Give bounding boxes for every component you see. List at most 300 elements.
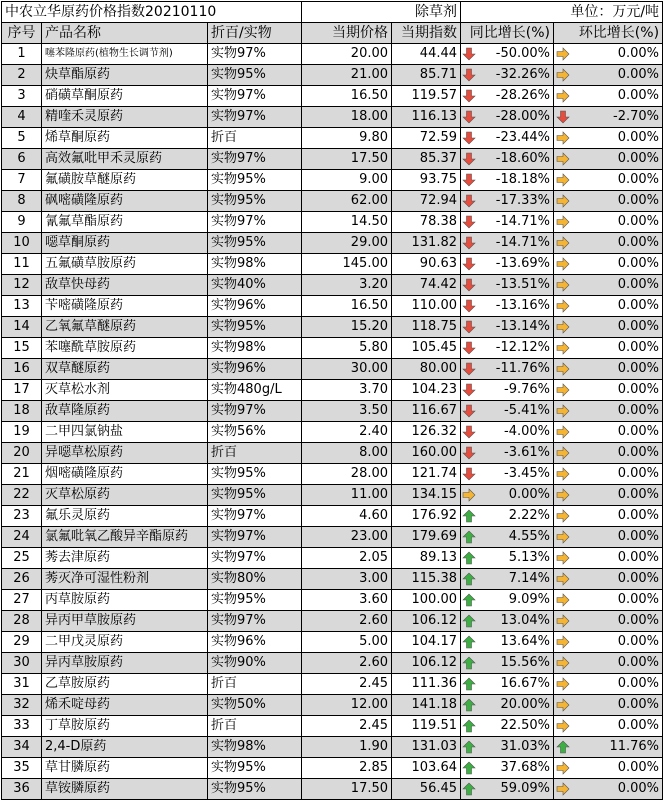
row-mom: 0.00%	[572, 44, 663, 65]
row-spec: 实物96%	[208, 632, 302, 653]
row-index: 89.13	[392, 548, 461, 569]
row-yoy: -13.51%	[478, 275, 554, 296]
table-row	[2, 275, 663, 296]
price-index-table	[1, 1, 663, 800]
arrow-down-icon	[461, 107, 478, 128]
row-spec: 实物80%	[208, 569, 302, 590]
arrow-up-icon	[461, 737, 478, 758]
arrow-right-icon	[554, 716, 572, 737]
row-price: 2.85	[302, 758, 392, 779]
arrow-down-icon	[461, 275, 478, 296]
arrow-right-icon	[554, 443, 572, 464]
row-spec: 实物96%	[208, 359, 302, 380]
table-row	[2, 359, 663, 380]
arrow-right-icon	[554, 653, 572, 674]
row-index: 141.18	[392, 695, 461, 716]
row-mom: 0.00%	[572, 233, 663, 254]
row-price: 3.00	[302, 569, 392, 590]
arrow-down-icon	[461, 401, 478, 422]
row-no: 36	[2, 779, 42, 800]
row-mom: 0.00%	[572, 716, 663, 737]
arrow-up-icon	[461, 632, 478, 653]
row-no: 22	[2, 485, 42, 506]
row-product-name: 灭草松原药	[42, 485, 208, 506]
row-product-name: 二甲四氯钠盐	[42, 422, 208, 443]
row-mom: 0.00%	[572, 212, 663, 233]
arrow-down-icon	[461, 170, 478, 191]
table-row	[2, 254, 663, 275]
row-mom: 0.00%	[572, 527, 663, 548]
header-no: 序号	[2, 23, 42, 44]
arrow-up-icon	[461, 695, 478, 716]
arrow-down-icon	[461, 65, 478, 86]
row-spec: 实物90%	[208, 653, 302, 674]
table-row	[2, 758, 663, 779]
row-product-name: 砜嘧磺隆原药	[42, 191, 208, 212]
row-no: 16	[2, 359, 42, 380]
row-yoy: -9.76%	[478, 380, 554, 401]
arrow-up-icon	[461, 779, 478, 800]
row-price: 28.00	[302, 464, 392, 485]
row-mom: 0.00%	[572, 170, 663, 191]
row-product-name: 氰氟草酯原药	[42, 212, 208, 233]
row-index: 116.13	[392, 107, 461, 128]
row-yoy: -12.12%	[478, 338, 554, 359]
row-price: 12.00	[302, 695, 392, 716]
header-index: 当期指数	[392, 23, 461, 44]
row-no: 8	[2, 191, 42, 212]
table-row	[2, 233, 663, 254]
row-price: 3.20	[302, 275, 392, 296]
row-mom: 0.00%	[572, 254, 663, 275]
row-index: 106.12	[392, 611, 461, 632]
unit-label: 单位：万元/吨	[461, 2, 663, 23]
row-no: 18	[2, 401, 42, 422]
row-price: 14.50	[302, 212, 392, 233]
row-yoy: 7.14%	[478, 569, 554, 590]
row-spec: 实物97%	[208, 527, 302, 548]
row-price: 17.50	[302, 149, 392, 170]
row-no: 33	[2, 716, 42, 737]
table-row	[2, 191, 663, 212]
row-product-name: 氟乐灵原药	[42, 506, 208, 527]
table-row	[2, 86, 663, 107]
row-index: 126.32	[392, 422, 461, 443]
row-no: 30	[2, 653, 42, 674]
table-row	[2, 779, 663, 800]
row-spec: 实物95%	[208, 464, 302, 485]
arrow-down-icon	[461, 317, 478, 338]
table-row	[2, 443, 663, 464]
row-mom: 0.00%	[572, 779, 663, 800]
arrow-up-icon	[554, 737, 572, 758]
table-row	[2, 611, 663, 632]
row-price: 2.45	[302, 716, 392, 737]
row-price: 2.60	[302, 611, 392, 632]
row-mom: 0.00%	[572, 296, 663, 317]
arrow-down-icon	[461, 380, 478, 401]
arrow-right-icon	[554, 569, 572, 590]
row-mom: 0.00%	[572, 758, 663, 779]
row-yoy: -17.33%	[478, 191, 554, 212]
arrow-down-icon	[461, 191, 478, 212]
row-mom: 0.00%	[572, 674, 663, 695]
row-no: 2	[2, 65, 42, 86]
row-price: 62.00	[302, 191, 392, 212]
arrow-right-icon	[554, 401, 572, 422]
arrow-right-icon	[554, 695, 572, 716]
row-index: 90.63	[392, 254, 461, 275]
arrow-up-icon	[461, 590, 478, 611]
table-row	[2, 380, 663, 401]
header-yoy: 同比增长(%)	[461, 23, 554, 44]
arrow-up-icon	[461, 548, 478, 569]
row-mom: 0.00%	[572, 548, 663, 569]
row-no: 10	[2, 233, 42, 254]
row-index: 111.36	[392, 674, 461, 695]
row-yoy: -3.45%	[478, 464, 554, 485]
table-row	[2, 506, 663, 527]
row-price: 2.45	[302, 674, 392, 695]
row-no: 35	[2, 758, 42, 779]
arrow-right-icon	[554, 527, 572, 548]
row-mom: 0.00%	[572, 569, 663, 590]
row-mom: 0.00%	[572, 338, 663, 359]
row-yoy: 2.22%	[478, 506, 554, 527]
row-price: 30.00	[302, 359, 392, 380]
row-spec: 实物95%	[208, 779, 302, 800]
arrow-right-icon	[554, 212, 572, 233]
row-price: 5.00	[302, 632, 392, 653]
arrow-right-icon	[554, 128, 572, 149]
row-index: 176.92	[392, 506, 461, 527]
row-product-name: 双草醚原药	[42, 359, 208, 380]
row-price: 1.90	[302, 737, 392, 758]
row-mom: -2.70%	[572, 107, 663, 128]
row-spec: 实物95%	[208, 233, 302, 254]
row-yoy: 31.03%	[478, 737, 554, 758]
row-mom: 0.00%	[572, 149, 663, 170]
row-yoy: 16.67%	[478, 674, 554, 695]
row-yoy: -18.18%	[478, 170, 554, 191]
row-no: 20	[2, 443, 42, 464]
row-mom: 0.00%	[572, 422, 663, 443]
arrow-right-icon	[554, 275, 572, 296]
row-yoy: 9.09%	[478, 590, 554, 611]
row-index: 116.67	[392, 401, 461, 422]
row-product-name: 莠去津原药	[42, 548, 208, 569]
row-index: 118.75	[392, 317, 461, 338]
row-no: 19	[2, 422, 42, 443]
category-label: 除草剂	[302, 2, 461, 23]
row-index: 121.74	[392, 464, 461, 485]
arrow-right-icon	[554, 65, 572, 86]
row-no: 31	[2, 674, 42, 695]
row-no: 23	[2, 506, 42, 527]
row-mom: 0.00%	[572, 65, 663, 86]
row-spec: 实物97%	[208, 401, 302, 422]
row-product-name: 氯氟吡氧乙酸异辛酯原药	[42, 527, 208, 548]
row-yoy: -23.44%	[478, 128, 554, 149]
row-index: 80.00	[392, 359, 461, 380]
row-spec: 实物97%	[208, 506, 302, 527]
arrow-down-icon	[461, 296, 478, 317]
row-price: 16.50	[302, 296, 392, 317]
arrow-down-icon	[461, 149, 478, 170]
row-price: 2.40	[302, 422, 392, 443]
row-product-name: 灭草松水剂	[42, 380, 208, 401]
row-yoy: 59.09%	[478, 779, 554, 800]
row-no: 6	[2, 149, 42, 170]
row-index: 74.42	[392, 275, 461, 296]
header-row	[2, 23, 663, 44]
arrow-right-icon	[554, 779, 572, 800]
row-index: 85.71	[392, 65, 461, 86]
row-mom: 0.00%	[572, 611, 663, 632]
row-product-name: 草铵膦原药	[42, 779, 208, 800]
row-no: 34	[2, 737, 42, 758]
row-yoy: 0.00%	[478, 485, 554, 506]
row-index: 110.00	[392, 296, 461, 317]
row-yoy: -14.71%	[478, 212, 554, 233]
arrow-up-icon	[461, 674, 478, 695]
row-no: 27	[2, 590, 42, 611]
row-spec: 实物98%	[208, 737, 302, 758]
row-index: 134.15	[392, 485, 461, 506]
row-no: 5	[2, 128, 42, 149]
arrow-up-icon	[461, 569, 478, 590]
row-mom: 11.76%	[572, 737, 663, 758]
row-no: 25	[2, 548, 42, 569]
row-yoy: -13.16%	[478, 296, 554, 317]
table-row	[2, 296, 663, 317]
row-index: 78.38	[392, 212, 461, 233]
row-spec: 实物95%	[208, 170, 302, 191]
row-product-name: 异丙草胺原药	[42, 653, 208, 674]
row-price: 2.60	[302, 653, 392, 674]
row-yoy: -18.60%	[478, 149, 554, 170]
header-spec: 折百/实物	[208, 23, 302, 44]
row-index: 85.37	[392, 149, 461, 170]
row-spec: 实物98%	[208, 254, 302, 275]
arrow-right-icon	[554, 233, 572, 254]
row-product-name: 苄嘧磺隆原药	[42, 296, 208, 317]
row-product-name: 烟嘧磺隆原药	[42, 464, 208, 485]
row-price: 16.50	[302, 86, 392, 107]
row-product-name: 异丙甲草胺原药	[42, 611, 208, 632]
row-yoy: -32.26%	[478, 65, 554, 86]
row-index: 56.45	[392, 779, 461, 800]
arrow-down-icon	[461, 443, 478, 464]
row-no: 21	[2, 464, 42, 485]
row-yoy: -3.61%	[478, 443, 554, 464]
row-index: 72.94	[392, 191, 461, 212]
row-no: 13	[2, 296, 42, 317]
table-row	[2, 422, 663, 443]
table-row	[2, 464, 663, 485]
row-mom: 0.00%	[572, 317, 663, 338]
row-product-name: 五氟磺草胺原药	[42, 254, 208, 275]
row-spec: 折百	[208, 128, 302, 149]
row-price: 2.05	[302, 548, 392, 569]
arrow-right-icon	[554, 338, 572, 359]
row-index: 104.17	[392, 632, 461, 653]
row-yoy: -5.41%	[478, 401, 554, 422]
row-product-name: 丙草胺原药	[42, 590, 208, 611]
row-spec: 实物56%	[208, 422, 302, 443]
row-yoy: -14.71%	[478, 233, 554, 254]
arrow-down-icon	[461, 44, 478, 65]
row-yoy: 15.56%	[478, 653, 554, 674]
arrow-right-icon	[554, 632, 572, 653]
table-row	[2, 632, 663, 653]
row-product-name: 异噁草松原药	[42, 443, 208, 464]
row-price: 29.00	[302, 233, 392, 254]
row-spec: 实物95%	[208, 65, 302, 86]
arrow-right-icon	[554, 86, 572, 107]
arrow-right-icon	[554, 611, 572, 632]
row-mom: 0.00%	[572, 128, 663, 149]
row-no: 11	[2, 254, 42, 275]
row-price: 145.00	[302, 254, 392, 275]
row-index: 179.69	[392, 527, 461, 548]
header-price: 当期价格	[302, 23, 392, 44]
row-index: 131.82	[392, 233, 461, 254]
row-price: 4.60	[302, 506, 392, 527]
header-mom: 环比增长(%)	[554, 23, 663, 44]
arrow-up-icon	[461, 653, 478, 674]
row-index: 44.44	[392, 44, 461, 65]
row-no: 32	[2, 695, 42, 716]
row-spec: 实物97%	[208, 212, 302, 233]
table-row	[2, 527, 663, 548]
row-index: 105.45	[392, 338, 461, 359]
row-product-name: 敌草快母药	[42, 275, 208, 296]
arrow-up-icon	[461, 716, 478, 737]
arrow-right-icon	[554, 359, 572, 380]
arrow-right-icon	[554, 422, 572, 443]
row-no: 15	[2, 338, 42, 359]
row-index: 104.23	[392, 380, 461, 401]
arrow-down-icon	[461, 233, 478, 254]
header-name: 产品名称	[42, 23, 208, 44]
row-spec: 实物50%	[208, 695, 302, 716]
arrow-down-icon	[461, 359, 478, 380]
row-index: 131.03	[392, 737, 461, 758]
row-mom: 0.00%	[572, 359, 663, 380]
row-price: 18.00	[302, 107, 392, 128]
row-mom: 0.00%	[572, 506, 663, 527]
table-title: 中农立华原药价格指数20210110	[2, 2, 302, 23]
row-mom: 0.00%	[572, 380, 663, 401]
row-product-name: 莠灭净可湿性粉剂	[42, 569, 208, 590]
row-product-name: 硝磺草酮原药	[42, 86, 208, 107]
row-spec: 实物97%	[208, 548, 302, 569]
row-spec: 实物97%	[208, 107, 302, 128]
row-product-name: 敌草隆原药	[42, 401, 208, 422]
row-mom: 0.00%	[572, 464, 663, 485]
row-yoy: 4.55%	[478, 527, 554, 548]
row-price: 8.00	[302, 443, 392, 464]
arrow-down-icon	[554, 107, 572, 128]
table-row	[2, 128, 663, 149]
row-yoy: -13.69%	[478, 254, 554, 275]
row-product-name: 苯噻酰草胺原药	[42, 338, 208, 359]
table-row	[2, 107, 663, 128]
row-index: 103.64	[392, 758, 461, 779]
row-spec: 实物480g/L	[208, 380, 302, 401]
arrow-right-icon	[554, 506, 572, 527]
row-index: 72.59	[392, 128, 461, 149]
row-index: 100.00	[392, 590, 461, 611]
row-product-name: 精喹禾灵原药	[42, 107, 208, 128]
row-no: 14	[2, 317, 42, 338]
row-spec: 实物95%	[208, 191, 302, 212]
table-row	[2, 401, 663, 422]
row-mom: 0.00%	[572, 695, 663, 716]
arrow-right-icon	[554, 296, 572, 317]
table-row	[2, 548, 663, 569]
arrow-down-icon	[461, 422, 478, 443]
row-price: 9.80	[302, 128, 392, 149]
row-mom: 0.00%	[572, 653, 663, 674]
arrow-right-icon	[554, 149, 572, 170]
row-mom: 0.00%	[572, 86, 663, 107]
row-product-name: 二甲戊灵原药	[42, 632, 208, 653]
row-spec: 实物97%	[208, 44, 302, 65]
row-yoy: -11.76%	[478, 359, 554, 380]
row-product-name: 2,4-D原药	[42, 737, 208, 758]
row-mom: 0.00%	[572, 443, 663, 464]
row-yoy: 13.04%	[478, 611, 554, 632]
row-mom: 0.00%	[572, 590, 663, 611]
row-no: 3	[2, 86, 42, 107]
arrow-right-icon	[554, 254, 572, 275]
arrow-up-icon	[461, 758, 478, 779]
row-yoy: 37.68%	[478, 758, 554, 779]
row-no: 28	[2, 611, 42, 632]
row-price: 20.00	[302, 44, 392, 65]
row-spec: 折百	[208, 674, 302, 695]
row-yoy: 20.00%	[478, 695, 554, 716]
row-price: 5.80	[302, 338, 392, 359]
row-price: 15.20	[302, 317, 392, 338]
row-yoy: -50.00%	[478, 44, 554, 65]
row-mom: 0.00%	[572, 401, 663, 422]
arrow-down-icon	[461, 86, 478, 107]
row-yoy: 13.64%	[478, 632, 554, 653]
row-price: 9.00	[302, 170, 392, 191]
arrow-right-icon	[554, 380, 572, 401]
row-spec: 实物40%	[208, 275, 302, 296]
table-row	[2, 674, 663, 695]
row-yoy: 22.50%	[478, 716, 554, 737]
row-product-name: 高效氟吡甲禾灵原药	[42, 149, 208, 170]
row-no: 1	[2, 44, 42, 65]
table-row	[2, 44, 663, 65]
row-index: 106.12	[392, 653, 461, 674]
row-product-name: 噻苯隆原药(植物生长调节剂)	[42, 44, 208, 65]
arrow-up-icon	[461, 527, 478, 548]
arrow-down-icon	[461, 128, 478, 149]
row-spec: 实物97%	[208, 149, 302, 170]
row-index: 119.51	[392, 716, 461, 737]
arrow-down-icon	[461, 254, 478, 275]
row-product-name: 草甘膦原药	[42, 758, 208, 779]
row-no: 7	[2, 170, 42, 191]
row-mom: 0.00%	[572, 275, 663, 296]
row-yoy: -28.26%	[478, 86, 554, 107]
